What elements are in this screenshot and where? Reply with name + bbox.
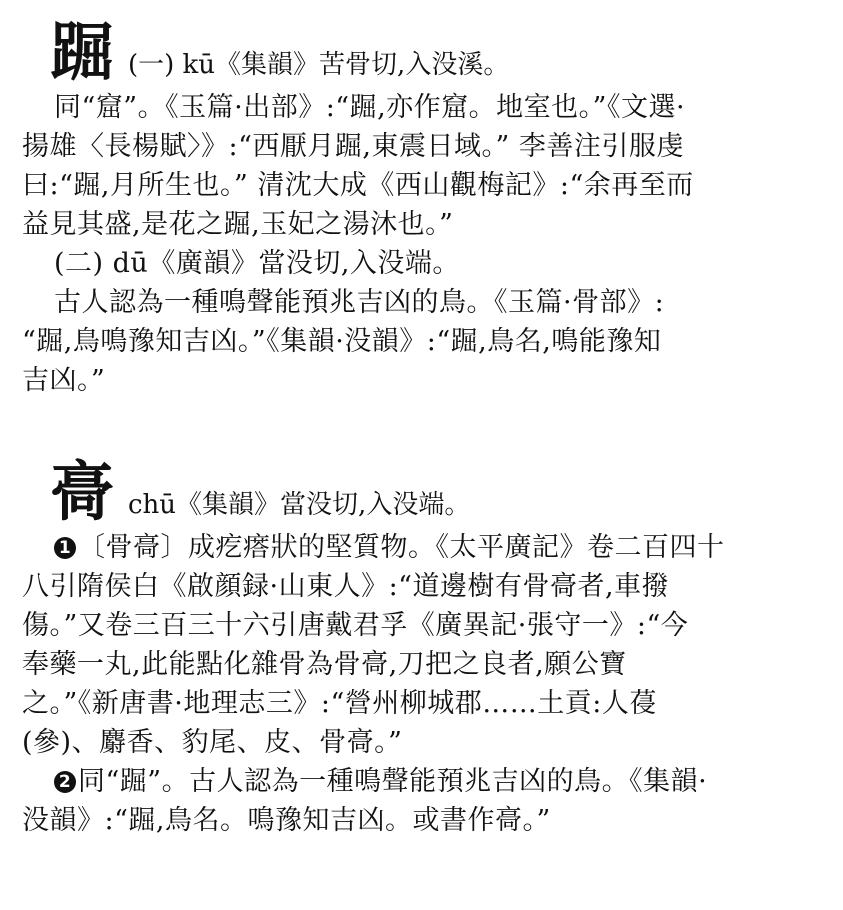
headword: 䠇: [50, 15, 114, 90]
sense-2-line: 2 同“䠇”。古人認為一種鳴聲能預兆吉凶的鳥。《集韻·: [22, 762, 822, 801]
entry-head: [22, 10, 822, 88]
definition-line: 益見其盛,是花之䠇,玉妃之湯沐也。”: [22, 209, 454, 240]
sense-2-line: 没韻》:“䠇,鳥名。鳴豫知吉凶。或書作䯧。”: [22, 805, 551, 836]
definition-line: “䠇,鳥鳴豫知吉凶。”《集韻·没韻》:“䠇,鳥名,鳴能豫知: [22, 326, 662, 357]
sense-1-line: 傷。”又卷三百三十六引唐戴君孚《廣異記·張守一》:“今: [22, 610, 689, 641]
sense-1-line: (參)、麝香、豹尾、皮、骨䯧。”: [22, 727, 403, 758]
reading-2: (二) dū《廣韻》當没切,入没端。: [54, 248, 460, 279]
dictionary-entry-1: [22, 10, 822, 400]
definition-line: 揚雄〈長楊賦〉》:“西厭月䠇,東震日域。” 李善注引服虔: [22, 131, 684, 162]
headword: 䯧: [50, 455, 114, 530]
sense-1-line: 奉藥一丸,此能點化雜骨為骨䯧,刀把之良者,願公寶: [22, 649, 627, 680]
definition-line: 吉凶。”: [22, 365, 106, 396]
dictionary-entry-2: [22, 450, 822, 840]
reading-1: (一) kū《集韻》苦骨切,入没溪。: [128, 50, 510, 80]
definition-line: 古人認為一種鳴聲能預兆吉凶的鳥。《玉篇·骨部》:: [54, 287, 665, 318]
sense-number-icon: 2: [54, 771, 76, 793]
sense-1-line: 八引隋侯白《啟顔録·山東人》:“道邊樹有骨䯧者,車撥: [22, 571, 670, 602]
sense-1-line: 之。”《新唐書·地理志三》:“營州柳城郡……土貢:人葠: [22, 688, 657, 719]
sense-number-icon: 1: [54, 537, 76, 559]
sense-1-line: 1 〔骨䯧〕成疙瘩狀的堅質物。《太平廣記》卷二百四十: [22, 528, 822, 567]
definition-line: 同“窟”。《玉篇·出部》:“䠇,亦作窟。地室也。”《文選·: [54, 92, 686, 123]
entry-head: [22, 450, 822, 528]
reading: chū《集韻》當没切,入没端。: [128, 490, 471, 520]
definition-line: 曰:“䠇,月所生也。” 清沈大成《西山觀梅記》:“余再至而: [22, 170, 694, 201]
